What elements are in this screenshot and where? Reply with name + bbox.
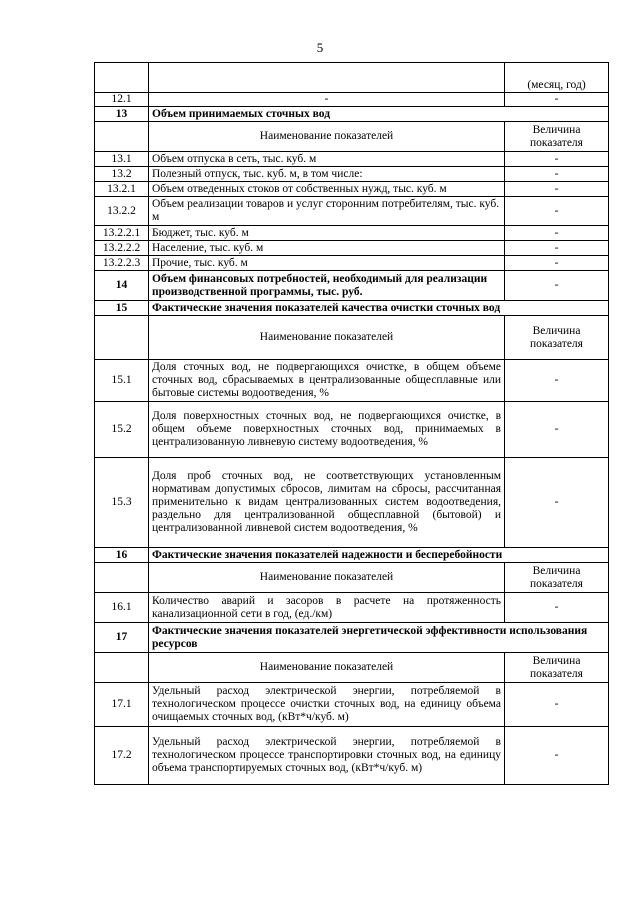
row-number: 15.1 [95,360,149,402]
section-title: Объем финансовых потребностей, необходимый для реализации производственной программы, тыс. руб. [149,271,505,301]
row-desc: Доля поверхностных сточных вод, не подвергающихся очистке, в общем объеме поверхностных сточных вод, принимаемых в централизованную ливневую систему водоотведения, % [149,402,505,458]
row-number: 17.2 [95,727,149,785]
row-value: - [505,256,609,271]
row-number: 15.2 [95,402,149,458]
cell-num [95,63,149,93]
section-row [95,107,609,122]
section-title: Фактические значения показателей качества очистки сточных вод [149,301,609,316]
header-empty [95,122,149,152]
row-value: - [505,593,609,623]
row-number: 16.1 [95,593,149,623]
unit-cell: (месяц, год) [505,63,609,93]
header-row [95,122,609,152]
row-value: - [505,167,609,182]
row-number: 13.2.2.2 [95,241,149,256]
header-value: Величина показателя [505,122,609,152]
row-number: 17.1 [95,683,149,727]
header-empty [95,316,149,360]
row-desc: Доля сточных вод, не подвергающихся очистке, в общем объеме сточных вод, сбрасываемых в централизованные общесплавные или бытовые системы водоотведения, % [149,360,505,402]
header-row [95,316,609,360]
row-number: 13.2.2.3 [95,256,149,271]
section-row [95,548,609,563]
row-value: - [505,226,609,241]
header-value: Величина показателя [505,653,609,683]
table-row [95,63,609,93]
table-row [95,167,609,182]
header-empty [95,653,149,683]
section-title: Фактические значения показателей надежности и бесперебойности [149,548,609,563]
table-row [95,226,609,241]
cell-desc [149,63,505,93]
row-desc: Объем отведенных стоков от собственных нужд, тыс. куб. м [149,182,505,197]
table-row [95,402,609,458]
table-row [95,683,609,727]
header-name: Наименование показателей [149,563,505,593]
row-desc: - [149,93,505,107]
header-row [95,563,609,593]
section-number: 16 [95,548,149,563]
row-desc: Объем отпуска в сеть, тыс. куб. м [149,152,505,167]
header-name: Наименование показателей [149,122,505,152]
table-row [95,360,609,402]
table-row [95,256,609,271]
table-row [95,458,609,548]
table-row [95,182,609,197]
row-number: 13.2 [95,167,149,182]
section-row [95,623,609,653]
section-title: Фактические значения показателей энергетической эффективности использования ресурсов [149,623,609,653]
header-row [95,653,609,683]
row-desc: Удельный расход электрической энергии, потребляемой в технологическом процессе транспортировки сточных вод, на единицу объема транспортируемых сточных вод, (кВт*ч/куб. м) [149,727,505,785]
row-desc: Удельный расход электрической энергии, потребляемой в технологическом процессе очистки сточных вод, на единицу объема очищаемых сточных вод, (кВт*ч/куб. м) [149,683,505,727]
section-number: 15 [95,301,149,316]
section-number: 14 [95,271,149,301]
row-value: - [505,458,609,548]
table-row [95,241,609,256]
row-value: - [505,683,609,727]
table-row [95,727,609,785]
indicators-table [94,62,609,785]
row-desc: Количество аварий и засоров в расчете на протяженность канализационной сети в год, (ед./км) [149,593,505,623]
header-name: Наименование показателей [149,653,505,683]
row-number: 13.2.2.1 [95,226,149,241]
table-row [95,593,609,623]
section-number: 17 [95,623,149,653]
row-value: - [505,360,609,402]
row-number: 13.2.1 [95,182,149,197]
row-desc: Доля проб сточных вод, не соответствующих установленным нормативам допустимых сбросов, лимитам на сбросы, рассчитанная применительно к видам централизованных систем водоотведения, раздельно для централизованной общесплавной (бытовой) и централизованной ливневой систем водоотведения, % [149,458,505,548]
section-row [95,271,609,301]
row-desc: Население, тыс. куб. м [149,241,505,256]
row-desc: Прочие, тыс. куб. м [149,256,505,271]
row-value: - [505,241,609,256]
table-row [95,93,609,107]
row-number: 15.3 [95,458,149,548]
row-desc: Бюджет, тыс. куб. м [149,226,505,241]
row-number: 12.1 [95,93,149,107]
row-desc: Объем реализации товаров и услуг сторонним потребителям, тыс. куб. м [149,197,505,226]
table-row [95,197,609,226]
section-title: Объем принимаемых сточных вод [149,107,609,122]
row-number: 13.1 [95,152,149,167]
row-value: - [505,271,609,301]
table-row [95,152,609,167]
section-number: 13 [95,107,149,122]
row-value: - [505,182,609,197]
header-value: Величина показателя [505,563,609,593]
row-desc: Полезный отпуск, тыс. куб. м, в том числе: [149,167,505,182]
row-value: - [505,402,609,458]
header-empty [95,563,149,593]
row-value: - [505,727,609,785]
row-value: - [505,93,609,107]
row-number: 13.2.2 [95,197,149,226]
header-name: Наименование показателей [149,316,505,360]
section-row [95,301,609,316]
row-value: - [505,197,609,226]
page-number: 5 [316,40,324,55]
header-value: Величина показателя [505,316,609,360]
row-value: - [505,152,609,167]
